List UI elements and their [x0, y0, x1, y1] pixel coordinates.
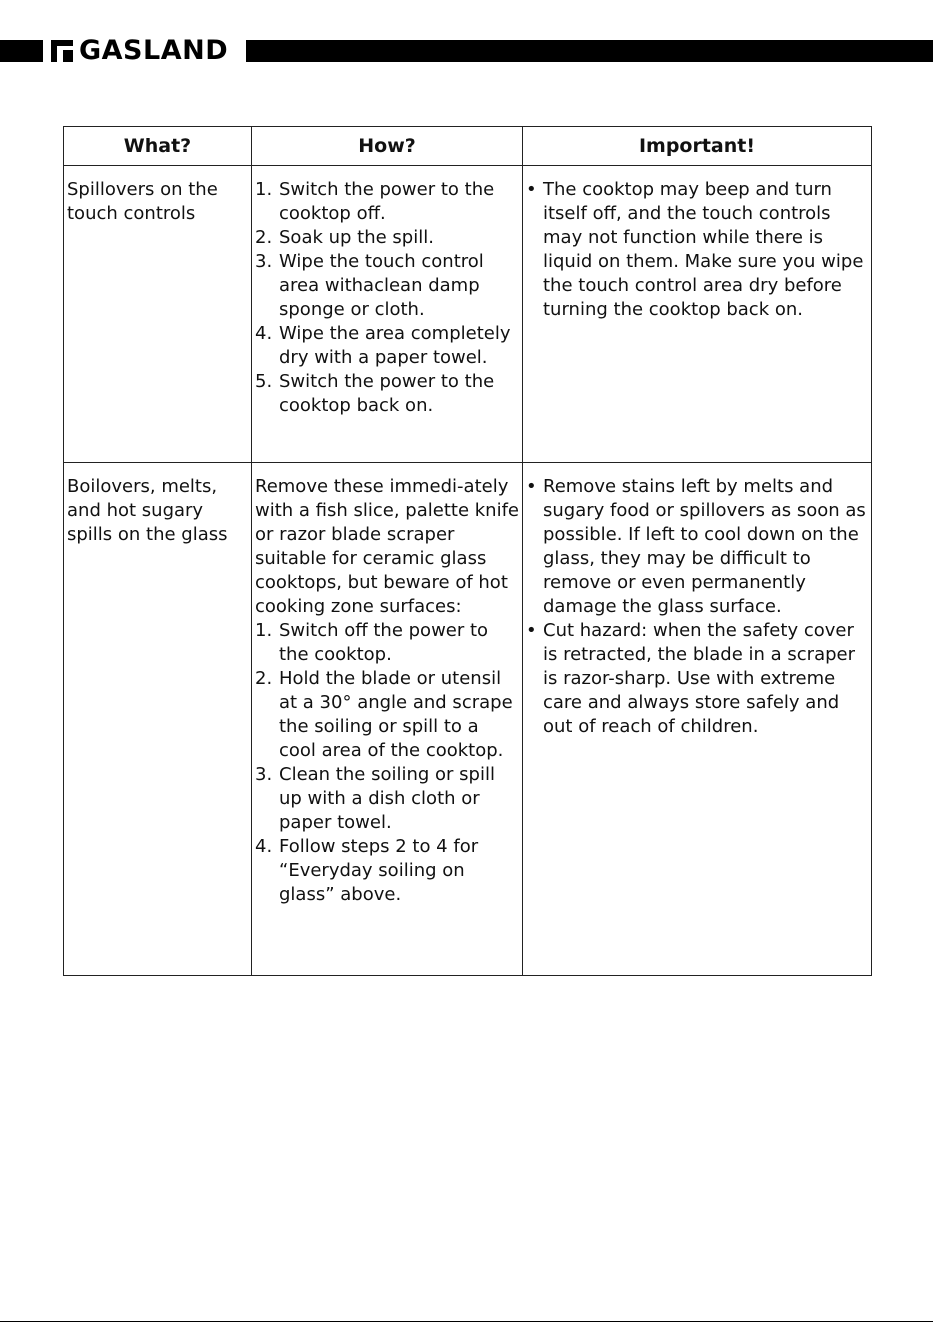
- step-text: Switch the power to the cooktop back on.: [279, 371, 495, 416]
- step-number: 1.: [255, 620, 273, 641]
- header-bar-left: [0, 40, 43, 62]
- important-list: [526, 178, 868, 322]
- important-text: Remove stains left by melts and sugary food or spillovers as soon as possible. If left to cool down on the glass, they may be difficult to remove or even permanently damage the glass surface.: [543, 476, 866, 617]
- how-intro: Remove these immedi-ately with a fish slice, palette knife or razor blade scraper suitable for ceramic glass cooktops, but beware of hot cooking zone surfaces:: [255, 476, 519, 617]
- table-header-row: [64, 127, 872, 166]
- step-item: [255, 178, 519, 226]
- step-text: Hold the blade or utensil at a 30° angle and scrape the soiling or spill to a cool area of the cooktop.: [279, 668, 513, 761]
- step-item: [255, 226, 519, 250]
- important-cell: [523, 166, 872, 463]
- table-row: [64, 166, 872, 463]
- step-item: [255, 322, 519, 370]
- step-number: 4.: [255, 836, 273, 857]
- how-steps-list: [255, 619, 519, 907]
- step-item: [255, 835, 519, 907]
- header-how: How?: [252, 127, 523, 166]
- step-item: [255, 619, 519, 667]
- step-number: 3.: [255, 764, 273, 785]
- step-number: 1.: [255, 179, 273, 200]
- important-item: [526, 475, 868, 619]
- bullet-icon: •: [526, 476, 537, 497]
- header-important: Important!: [523, 127, 872, 166]
- step-text: Switch off the power to the cooktop.: [279, 620, 489, 665]
- what-cell: Spillovers on the touch controls: [64, 166, 252, 463]
- what-cell: Boilovers, melts, and hot sugary spills on the glass: [64, 463, 252, 976]
- gasland-logo-icon: [51, 40, 73, 62]
- important-list: [526, 475, 868, 739]
- cleaning-guide-table: [63, 126, 872, 976]
- how-cell: [252, 166, 523, 463]
- header-what: What?: [64, 127, 252, 166]
- important-cell: [523, 463, 872, 976]
- step-item: [255, 667, 519, 763]
- important-item: [526, 619, 868, 739]
- step-item: [255, 250, 519, 322]
- step-number: 2.: [255, 227, 273, 248]
- step-number: 5.: [255, 371, 273, 392]
- step-text: Follow steps 2 to 4 for “Everyday soiling on glass” above.: [279, 836, 479, 905]
- table-row: [64, 463, 872, 976]
- header-bar-right: [246, 40, 933, 62]
- step-number: 4.: [255, 323, 273, 344]
- step-text: Switch the power to the cooktop off.: [279, 179, 495, 224]
- step-text: Soak up the spill.: [279, 227, 434, 248]
- important-text: The cooktop may beep and turn itself off, and the touch controls may not function while there is liquid on them. Make sure you wipe the touch control area dry before turning the cooktop back on.: [543, 179, 864, 320]
- step-item: [255, 370, 519, 418]
- step-item: [255, 763, 519, 835]
- bullet-icon: •: [526, 179, 537, 200]
- step-text: Wipe the area completely dry with a paper towel.: [279, 323, 511, 368]
- bullet-icon: •: [526, 620, 537, 641]
- important-text: Cut hazard: when the safety cover is retracted, the blade in a scraper is razor-sharp. Use with extreme care and always store safely and out of reach of children.: [543, 620, 855, 737]
- page-header: [0, 35, 933, 66]
- step-number: 3.: [255, 251, 273, 272]
- brand-name: GASLAND: [79, 35, 229, 66]
- how-steps-list: [255, 178, 519, 418]
- how-cell: [252, 463, 523, 976]
- important-item: [526, 178, 868, 322]
- step-text: Clean the soiling or spill up with a dish cloth or paper towel.: [279, 764, 495, 833]
- step-text: Wipe the touch control area withaclean damp sponge or cloth.: [279, 251, 484, 320]
- footer-divider: [0, 1321, 933, 1322]
- brand-logo: [51, 35, 229, 66]
- step-number: 2.: [255, 668, 273, 689]
